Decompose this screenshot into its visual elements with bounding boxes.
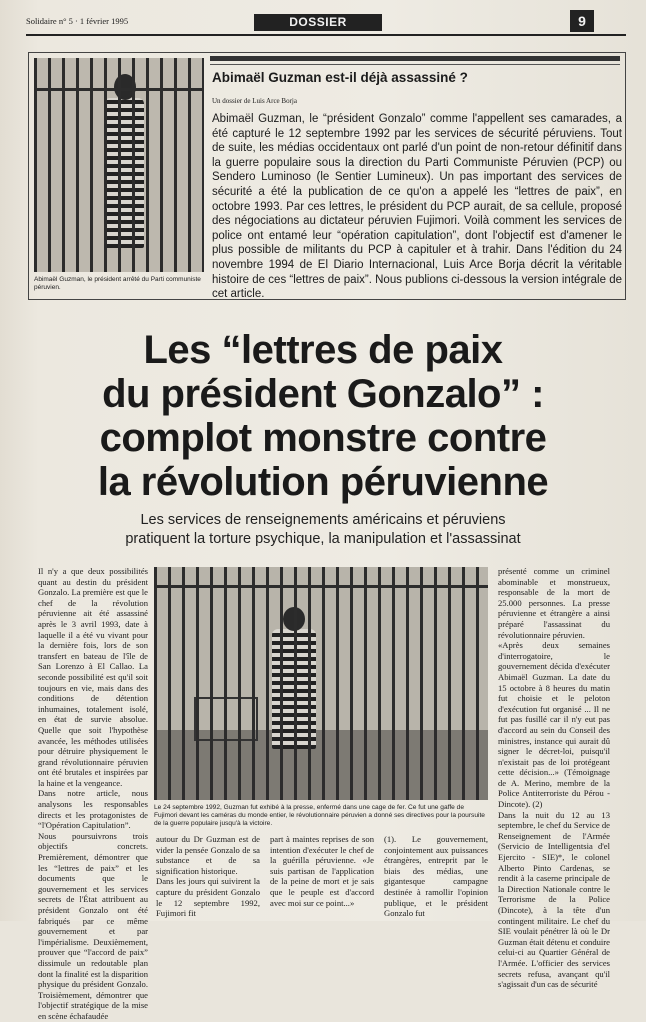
paragraph: (1). Le gouvernement, conjointement aux puissances étrangères, entreprit par le biais des médias, une gigantesque campagne destinée à ramollir l'opinion publique, et le président Gonzalo fut — [384, 834, 488, 919]
column-mid-2 — [270, 834, 374, 908]
page-number: 9 — [570, 10, 594, 32]
paragraph: Dans les jours qui suivirent la capture du président Gonzalo le 12 septembre 1992, Fujimori fit — [156, 876, 260, 919]
column-left — [38, 566, 148, 1022]
headline-line-2: du président Gonzalo” : — [102, 372, 544, 416]
photo-caption: Abimaël Guzman, le président arrêté du Parti communiste péruvien. — [34, 276, 201, 291]
paragraph: «Après deux semaines d'interrogatoire, le gouvernement décida d'exécuter Abimaël Guzman. La date du 15 octobre à 8 heures du matin fut choisie et le peloton d'exécution fut organisé ... Il ne fut pas fusillé car il n'y eut pas d'accord au sein du Conseil des ministres, instance qui aurait dû signer le décret-loi, puisqu'il n'existait pas de loi protégeant cette décision...» (Témoignage de A. Merino, membre de la Police Antiterroriste du Pérou - Dincote). (2) — [498, 640, 610, 810]
cage-photo — [154, 567, 488, 800]
photo-caption: Le 24 septembre 1992, Guzman fut exhibé à la presse, enfermé dans une cage de fer. Ce fut une gaffe de Fujimori devant les caméras du monde entier, le révolutionnaire péruvien a donné ses directives pour la poursuite de la guerre populaire jusqu'à la victoire. — [154, 804, 485, 827]
article-title: Abimaël Guzman est-il déjà assassiné ? — [212, 70, 468, 85]
subtitle-line-2: pratiquent la torture psychique, la manipulation et l'assassinat — [125, 531, 521, 547]
title-rule — [210, 56, 620, 61]
paragraph: part à maintes reprises de son intention d'exécuter le chef de la guérilla péruvienne. «Je suis partisan de l'application de la peine de mort et je sais que le peuple est d'accord avec moi sur ce point...» — [270, 834, 374, 908]
paragraph: Il n'y a que deux possibilités quant au destin du président Gonzalo. La première est que le chef de la révolution péruvienne ait été assassiné après le 3 avril 1993, date à laquelle il a été vu vivant pour la dernière fois, lors de son transfert en bateau de l'île de San Lorenzo à El Callao. La seconde possibilité est qu'il soit toujours en vie, mais dans des conditions de détention inhumaines, totalement isolé, en état de survie absolue. Quelle que soit l'hypothèse avancée, les méthodes utilisées pour détruire physiquement le grand révolutionnaire péruvien ont été brutales et inspirées par la haine et la vengeance. — [38, 566, 148, 788]
headline-line-1: Les “lettres de paix — [143, 328, 503, 372]
cage-crossbar — [34, 88, 204, 91]
header-rule — [26, 34, 626, 36]
paragraph: Dans la nuit du 12 au 13 septembre, le chef du Service de Renseignement de l'Armée (Servicio de Intelligentsia d'el Ejercito - SIE)*, le colonel Alberto Pinto Cardenas, se rendit à la caserne principale de la Direction Nationale contre le Terrorisme de la Police (Dincote), à la tête d'un contingent militaire. Le chef du SIE voulait pénétrer là où le Dr Guzman était détenu et conduire celui-ci au Quartier Général de l'Armée. L'officier des services secrets refusa, avançant qu'il s'agissait d'un cas de sécurité — [498, 809, 610, 990]
article-byline: Un dossier de Luis Arce Borja — [212, 97, 297, 105]
headline-line-3: complot monstre contre — [99, 416, 547, 460]
section-label: DOSSIER — [254, 14, 382, 31]
title-thin-rule — [210, 64, 620, 65]
paragraph: autour du Dr Guzman est de vider la pensée Gonzalo de sa substance et de sa signification historique. — [156, 834, 260, 876]
paragraph: Nous poursuivrons trois objectifs concrets. Premièrement, démontrer que les “lettres de paix” et les documents que le gouvernement et les services secrets de l'État attribuent au président Gonzalo ont été fabriqués par ce même gouvernement et par l'impérialisme. Deuxièmement, prouver que “l'accord de paix” dissimule un redoutable plan dont la finalité est la disparition physique du président Gonzalo. Troisièmement, démontrer que l'objectif stratégique de la mise en scène échafaudée — [38, 830, 148, 1021]
paragraph: Dans notre article, nous analysons les responsables directs et les protagonistes de “l'Opération Capitulation”. — [38, 788, 148, 831]
column-mid-1 — [156, 834, 260, 919]
paragraph: présenté comme un criminel abominable et monstrueux, responsable de la mort de 25.000 personnes. La presse péruvienne et étrangère a ainsi préparé l'assassinat du révolutionnaire péruvien. — [498, 566, 610, 640]
subtitle-line-1: Les services de renseignements américains et péruviens — [140, 512, 506, 528]
article-intro: Abimaël Guzman, le “président Gonzalo” comme l'appellent ses camarades, a été capturé le 12 septembre 1992 par les services de sécurité péruviens. Tout de suite, les médias occidentaux ont parlé d'un point de non-retour définitif dans la guerre populaire sous la direction du Parti Communiste Péruvien (PCP) ou Sendero Luminoso (le Sentier Lumineux). Un pas important des services de sécurité a été la publication de ce qu'on a appelé les “lettres de paix”, en octobre 1993. Par ces lettres, le président du PCP aurait, de sa cellule, proposé des négociations au dictateur péruvien Fujimori. Voilà comment les services de police ont entamé leur “opération capitulation”, dont l'objectif est d'amener le plus possible de militants du PCP à capituler et à trahir. Dans l'édition du 24 novembre 1994 de El Diario Internacional, Luis Arce Borja décrit la véritable histoire de ces “lettres de paix”. Nous publions ci-dessous la version intégrale de cet article. — [212, 113, 622, 301]
column-right — [498, 566, 610, 990]
cage-crossbar — [154, 585, 488, 588]
cage-bars — [154, 567, 488, 800]
column-mid-3 — [384, 834, 488, 919]
headline-line-4: la révolution péruvienne — [97, 460, 549, 504]
guzman-photo — [34, 58, 204, 272]
issue-info: Solidaire n° 5 · 1 février 1995 — [26, 16, 129, 26]
